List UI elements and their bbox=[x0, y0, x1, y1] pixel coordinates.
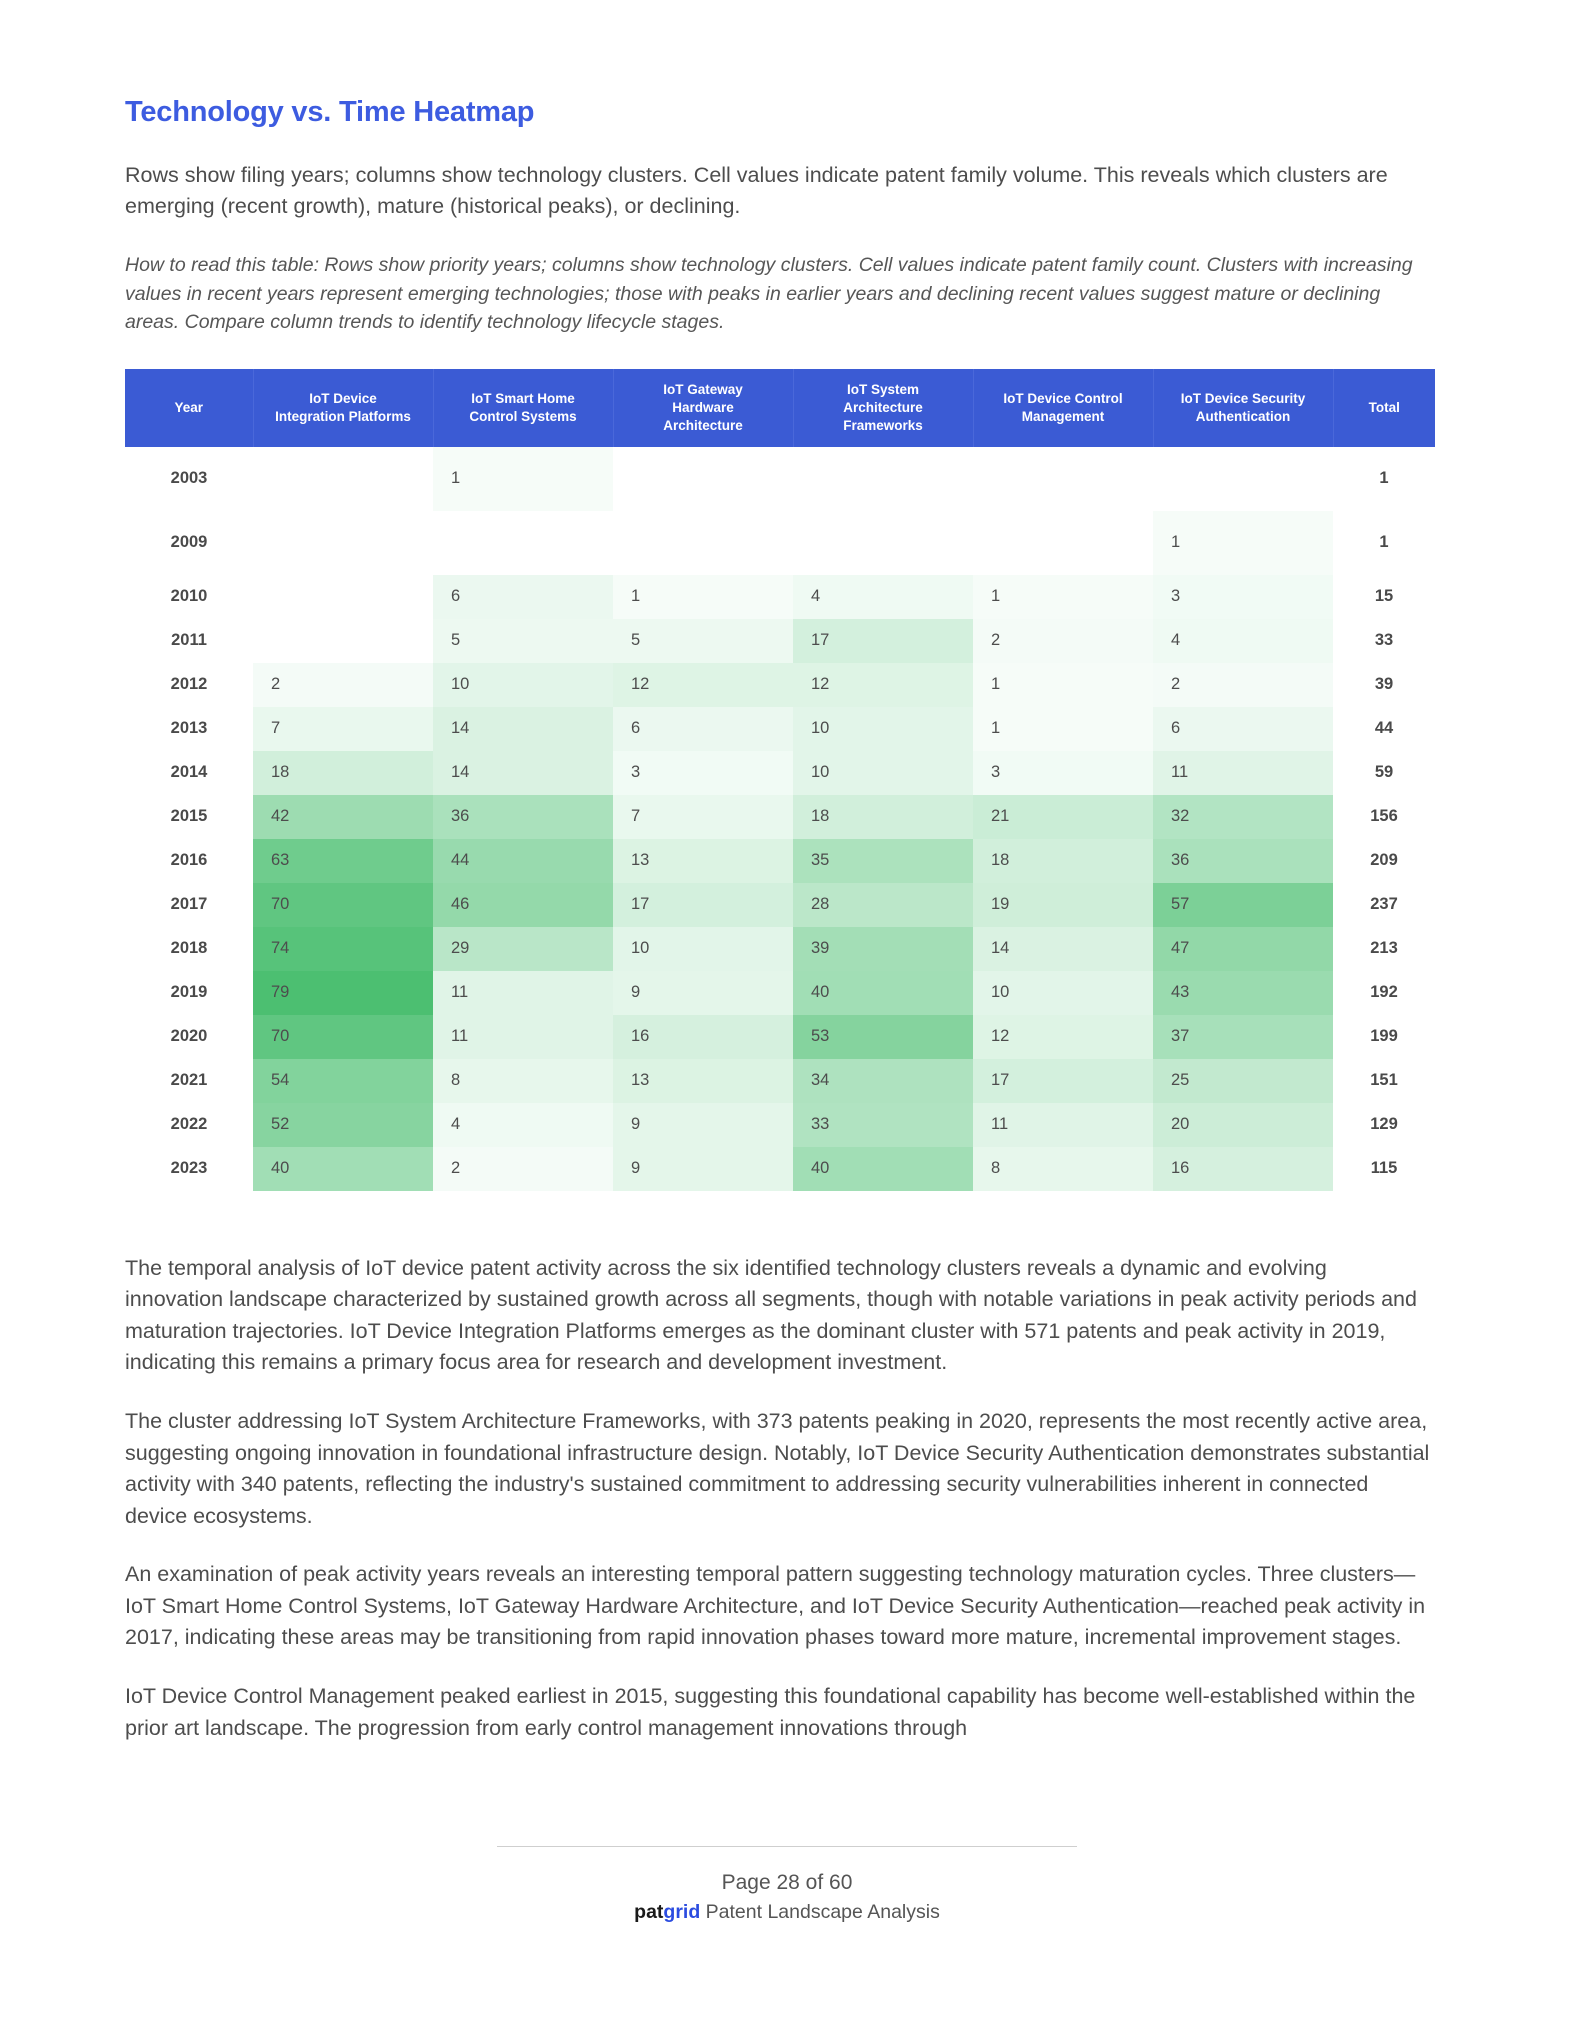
cell-value: 16 bbox=[1153, 1147, 1333, 1191]
cell-value: 9 bbox=[613, 1103, 793, 1147]
cell-year: 2003 bbox=[125, 447, 253, 511]
table-row bbox=[125, 839, 1435, 883]
table-header bbox=[125, 369, 1435, 446]
cell-value: 17 bbox=[973, 1059, 1153, 1103]
cell-value: 1 bbox=[613, 575, 793, 619]
cell-value: 5 bbox=[433, 619, 613, 663]
cell-value bbox=[1153, 447, 1333, 511]
cell-year: 2013 bbox=[125, 707, 253, 751]
table-row bbox=[125, 575, 1435, 619]
column-header-line: Architecture bbox=[663, 417, 743, 433]
cell-value: 1 bbox=[433, 447, 613, 511]
cell-value bbox=[793, 447, 973, 511]
page-footer bbox=[0, 1846, 1574, 1926]
cell-value: 46 bbox=[433, 883, 613, 927]
cell-value: 11 bbox=[973, 1103, 1153, 1147]
cell-value: 63 bbox=[253, 839, 433, 883]
cell-value: 44 bbox=[433, 839, 613, 883]
cell-total: 44 bbox=[1333, 707, 1435, 751]
cell-value: 70 bbox=[253, 883, 433, 927]
cell-value: 8 bbox=[973, 1147, 1153, 1191]
cell-value bbox=[973, 447, 1153, 511]
analysis-paragraph-1: The temporal analysis of IoT device patent activity across the six identified technology clusters reveals a dynamic and evolving innovation landscape characterized by sustained growth across all segments, though with notable variations in peak activity periods and maturation trajectories. IoT Device Integration Platforms emerges as the dominant cluster with 571 patents and peak activity in 2019, indicating this remains a primary focus area for research and development investment. bbox=[125, 1255, 1417, 1375]
cell-total: 1 bbox=[1333, 511, 1435, 575]
cell-total: 115 bbox=[1333, 1147, 1435, 1191]
cell-value bbox=[253, 447, 433, 511]
cell-value: 17 bbox=[613, 883, 793, 927]
column-header-line: Authentication bbox=[1195, 408, 1291, 424]
cell-value: 54 bbox=[253, 1059, 433, 1103]
cell-value: 18 bbox=[973, 839, 1153, 883]
cell-value: 11 bbox=[1153, 751, 1333, 795]
column-header-cluster-6 bbox=[1153, 369, 1333, 446]
technology-time-heatmap-table bbox=[125, 369, 1435, 1190]
column-header-line: IoT Device bbox=[309, 391, 377, 407]
cell-year: 2010 bbox=[125, 575, 253, 619]
cell-value: 17 bbox=[793, 619, 973, 663]
cell-value: 6 bbox=[433, 575, 613, 619]
cell-value: 13 bbox=[613, 839, 793, 883]
column-header-cluster-3 bbox=[613, 369, 793, 446]
brand-grid: grid bbox=[663, 1901, 701, 1924]
page-content bbox=[125, 0, 1450, 1771]
cell-value: 18 bbox=[793, 795, 973, 839]
table-row bbox=[125, 751, 1435, 795]
column-header-cluster-2 bbox=[433, 369, 613, 446]
column-header-total: Total bbox=[1333, 369, 1435, 446]
cell-value: 57 bbox=[1153, 883, 1333, 927]
page-number: Page 28 of 60 bbox=[721, 1871, 853, 1894]
cell-value: 70 bbox=[253, 1015, 433, 1059]
cell-value: 10 bbox=[973, 971, 1153, 1015]
cell-total: 156 bbox=[1333, 795, 1435, 839]
column-header-line: Control Systems bbox=[469, 408, 577, 424]
cell-value: 21 bbox=[973, 795, 1153, 839]
cell-value: 2 bbox=[1153, 663, 1333, 707]
brand-suffix: Patent Landscape Analysis bbox=[700, 1901, 940, 1924]
cell-value: 12 bbox=[973, 1015, 1153, 1059]
table-row bbox=[125, 447, 1435, 511]
cell-value: 10 bbox=[793, 707, 973, 751]
cell-total: 15 bbox=[1333, 575, 1435, 619]
cell-year: 2015 bbox=[125, 795, 253, 839]
cell-value bbox=[253, 575, 433, 619]
analysis-paragraph-4: IoT Device Control Management peaked earliest in 2015, suggesting this foundational capability has become well-established within the prior art landscape. The progression from early control management innovations through bbox=[125, 1684, 1416, 1740]
cell-year: 2016 bbox=[125, 839, 253, 883]
cell-value: 14 bbox=[973, 927, 1153, 971]
footer-brand bbox=[0, 1899, 1574, 1925]
column-header-line: Management bbox=[1021, 408, 1105, 424]
cell-total: 59 bbox=[1333, 751, 1435, 795]
table-row bbox=[125, 619, 1435, 663]
page-title: Technology vs. Time Heatmap bbox=[125, 96, 535, 128]
cell-value: 3 bbox=[613, 751, 793, 795]
cell-value: 42 bbox=[253, 795, 433, 839]
table-row bbox=[125, 663, 1435, 707]
cell-value: 34 bbox=[793, 1059, 973, 1103]
cell-value: 8 bbox=[433, 1059, 613, 1103]
table-row bbox=[125, 971, 1435, 1015]
cell-value: 36 bbox=[433, 795, 613, 839]
table-row bbox=[125, 1015, 1435, 1059]
cell-value: 52 bbox=[253, 1103, 433, 1147]
cell-value: 10 bbox=[793, 751, 973, 795]
column-header-cluster-4 bbox=[793, 369, 973, 446]
cell-value: 12 bbox=[613, 663, 793, 707]
cell-value: 16 bbox=[613, 1015, 793, 1059]
cell-value: 1 bbox=[1153, 511, 1333, 575]
cell-year: 2018 bbox=[125, 927, 253, 971]
cell-value: 4 bbox=[433, 1103, 613, 1147]
cell-value: 47 bbox=[1153, 927, 1333, 971]
cell-value: 39 bbox=[793, 927, 973, 971]
cell-value: 7 bbox=[613, 795, 793, 839]
column-header-line: IoT Device Control bbox=[1003, 391, 1123, 407]
cell-value: 79 bbox=[253, 971, 433, 1015]
table-header-row bbox=[125, 369, 1435, 446]
cell-value: 19 bbox=[973, 883, 1153, 927]
cell-total: 151 bbox=[1333, 1059, 1435, 1103]
cell-value: 2 bbox=[433, 1147, 613, 1191]
cell-value: 35 bbox=[793, 839, 973, 883]
column-header-line: IoT Device Security bbox=[1180, 391, 1306, 407]
cell-year: 2019 bbox=[125, 971, 253, 1015]
cell-year: 2022 bbox=[125, 1103, 253, 1147]
table-row bbox=[125, 1147, 1435, 1191]
cell-value bbox=[253, 511, 433, 575]
cell-value: 14 bbox=[433, 707, 613, 751]
cell-value: 14 bbox=[433, 751, 613, 795]
cell-value: 40 bbox=[253, 1147, 433, 1191]
cell-value: 53 bbox=[793, 1015, 973, 1059]
cell-value: 7 bbox=[253, 707, 433, 751]
cell-value: 9 bbox=[613, 971, 793, 1015]
cell-value: 6 bbox=[1153, 707, 1333, 751]
cell-total: 237 bbox=[1333, 883, 1435, 927]
cell-value: 3 bbox=[1153, 575, 1333, 619]
heatmap-table-container bbox=[125, 369, 1435, 1190]
cell-year: 2014 bbox=[125, 751, 253, 795]
cell-year: 2012 bbox=[125, 663, 253, 707]
cell-value: 37 bbox=[1153, 1015, 1333, 1059]
cell-value: 3 bbox=[973, 751, 1153, 795]
cell-value: 4 bbox=[1153, 619, 1333, 663]
cell-value: 13 bbox=[613, 1059, 793, 1103]
how-to-read-note: How to read this table: Rows show priority years; columns show technology clusters. Cell values indicate patent family count. Clusters with increasing values in recent years represent emerging technologies; those with peaks in earlier years and declining recent values suggest mature or declining areas. Compare column trends to identify technology lifecycle stages. bbox=[125, 254, 1413, 334]
cell-value bbox=[613, 511, 793, 575]
analysis-prose bbox=[125, 1253, 1450, 1745]
cell-value bbox=[433, 511, 613, 575]
cell-value: 1 bbox=[973, 575, 1153, 619]
cell-value: 1 bbox=[973, 707, 1153, 751]
cell-year: 2017 bbox=[125, 883, 253, 927]
table-row bbox=[125, 927, 1435, 971]
cell-total: 213 bbox=[1333, 927, 1435, 971]
cell-value: 20 bbox=[1153, 1103, 1333, 1147]
table-row bbox=[125, 1103, 1435, 1147]
column-header-line: IoT Smart Home bbox=[471, 391, 575, 407]
column-header-line: IoT System bbox=[846, 382, 920, 398]
column-header-line: Integration Platforms bbox=[275, 408, 411, 424]
cell-total: 33 bbox=[1333, 619, 1435, 663]
cell-value: 10 bbox=[613, 927, 793, 971]
cell-value: 5 bbox=[613, 619, 793, 663]
column-header-year: Year bbox=[125, 369, 253, 446]
column-header-line: Hardware bbox=[672, 399, 734, 415]
cell-value: 28 bbox=[793, 883, 973, 927]
table-body bbox=[125, 447, 1435, 1191]
cell-year: 2020 bbox=[125, 1015, 253, 1059]
table-row bbox=[125, 707, 1435, 751]
cell-value: 40 bbox=[793, 1147, 973, 1191]
brand-pat: pat bbox=[634, 1901, 664, 1924]
cell-value: 33 bbox=[793, 1103, 973, 1147]
cell-year: 2021 bbox=[125, 1059, 253, 1103]
column-header-line: Architecture bbox=[843, 399, 923, 415]
cell-year: 2009 bbox=[125, 511, 253, 575]
cell-value: 36 bbox=[1153, 839, 1333, 883]
cell-value: 12 bbox=[793, 663, 973, 707]
cell-value: 2 bbox=[973, 619, 1153, 663]
column-header-cluster-1 bbox=[253, 369, 433, 446]
cell-year: 2023 bbox=[125, 1147, 253, 1191]
table-row bbox=[125, 1059, 1435, 1103]
cell-total: 39 bbox=[1333, 663, 1435, 707]
analysis-paragraph-2: The cluster addressing IoT System Architecture Frameworks, with 373 patents peaking in 2020, represents the most recently active area, suggesting ongoing innovation in foundational infrastructure design. Notably, IoT Device Security Authentication demonstrates substantial activity with 340 patents, reflecting the industry's sustained commitment to addressing security vulnerabilities inherent in connected device ecosystems. bbox=[125, 1408, 1430, 1528]
cell-value bbox=[253, 619, 433, 663]
cell-year: 2011 bbox=[125, 619, 253, 663]
cell-value: 74 bbox=[253, 927, 433, 971]
cell-value: 29 bbox=[433, 927, 613, 971]
column-header-line: Frameworks bbox=[843, 417, 923, 433]
column-header-line: IoT Gateway bbox=[663, 382, 743, 398]
table-row bbox=[125, 883, 1435, 927]
cell-value: 25 bbox=[1153, 1059, 1333, 1103]
intro-paragraph: Rows show filing years; columns show technology clusters. Cell values indicate patent family volume. This reveals which clusters are emerging (recent growth), mature (historical peaks), or declining. bbox=[125, 162, 1388, 218]
analysis-paragraph-3: An examination of peak activity years reveals an interesting temporal pattern suggesting technology maturation cycles. Three clusters—IoT Smart Home Control Systems, IoT Gateway Hardware Architecture, and IoT Device Security Authentication—reached peak activity in 2017, indicating these areas may be transitioning from rapid innovation phases toward more mature, incremental improvement stages. bbox=[125, 1562, 1426, 1650]
cell-total: 129 bbox=[1333, 1103, 1435, 1147]
cell-total: 1 bbox=[1333, 447, 1435, 511]
cell-total: 192 bbox=[1333, 971, 1435, 1015]
cell-value bbox=[613, 447, 793, 511]
cell-value: 11 bbox=[433, 1015, 613, 1059]
cell-value: 18 bbox=[253, 751, 433, 795]
cell-value: 40 bbox=[793, 971, 973, 1015]
cell-value bbox=[973, 511, 1153, 575]
cell-value: 10 bbox=[433, 663, 613, 707]
table-row bbox=[125, 511, 1435, 575]
table-row bbox=[125, 795, 1435, 839]
cell-value: 11 bbox=[433, 971, 613, 1015]
cell-value: 43 bbox=[1153, 971, 1333, 1015]
cell-total: 199 bbox=[1333, 1015, 1435, 1059]
cell-value: 32 bbox=[1153, 795, 1333, 839]
cell-value bbox=[793, 511, 973, 575]
column-header-cluster-5 bbox=[973, 369, 1153, 446]
cell-total: 209 bbox=[1333, 839, 1435, 883]
footer-divider bbox=[497, 1846, 1077, 1847]
cell-value: 6 bbox=[613, 707, 793, 751]
cell-value: 2 bbox=[253, 663, 433, 707]
cell-value: 9 bbox=[613, 1147, 793, 1191]
cell-value: 1 bbox=[973, 663, 1153, 707]
cell-value: 4 bbox=[793, 575, 973, 619]
